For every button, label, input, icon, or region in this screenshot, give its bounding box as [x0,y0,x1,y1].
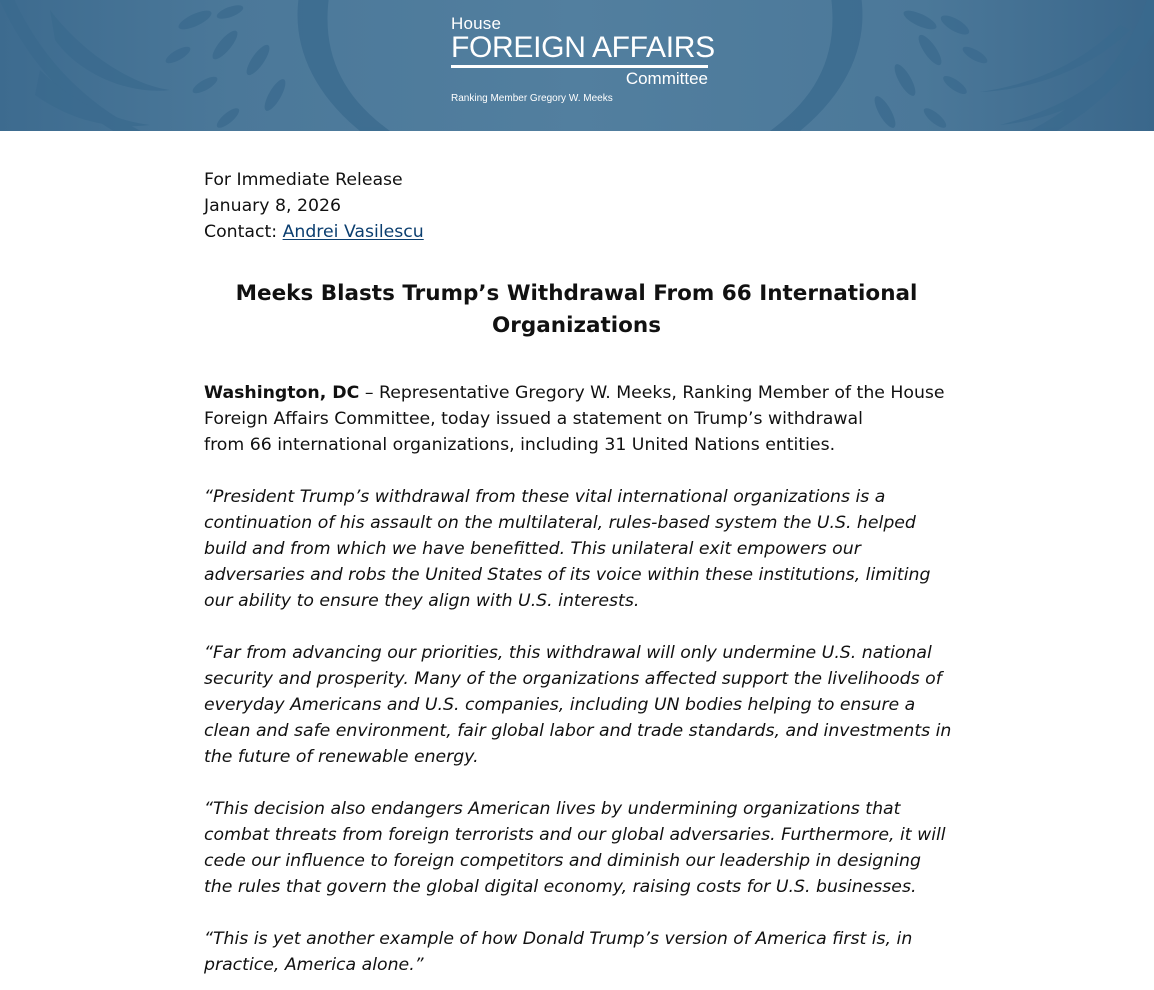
lead-line [204,380,964,406]
headline-line-2: Organizations [492,313,661,338]
release-contact [204,219,964,245]
quote-line: the future of renewable energy. [204,747,479,767]
quote-line: practice, America alone.” [204,955,424,975]
quote-paragraph [204,926,964,978]
wreath-leaf [243,42,273,78]
wreath-leaf [209,27,241,62]
wreath-leaf [176,7,214,33]
release-date: January 8, 2026 [204,196,341,216]
lead-paragraph [204,380,964,458]
logo-ranking-member: Ranking Member Gregory W. Meeks [451,93,613,104]
quote-line: adversaries and robs the United States of its voice within these institutions, limiting [204,565,931,585]
logo-committee-text: Committee [625,69,708,88]
wreath-leaf [261,76,289,113]
page-title [204,278,949,342]
quote-paragraph [204,796,964,900]
wreath-arc-center-right [770,0,863,131]
quote-line: “President Trump’s withdrawal from these vital international organizations is a [204,487,886,507]
dateline: Washington, DC [204,383,360,403]
wreath-leaf [215,3,245,22]
wreath-arc-center-left [298,0,391,131]
quote-line: combat threats from foreign terrorists and our global adversaries. Furthermore, it will [204,825,946,845]
wreath-leaf [163,44,192,67]
wreath-leaf [871,93,899,130]
wreath-leaf [901,7,939,33]
wreath-leaf [214,105,242,131]
quote-line: cede our influence to foreign competitors and diminish our leadership in designing [204,851,921,871]
contact-label: Contact: [204,222,283,242]
quote-line: “Far from advancing our priorities, this withdrawal will only undermine U.S. national [204,643,932,663]
quote-line: “This is yet another example of how Donald Trump’s version of America first is, in [204,929,913,949]
logo-house-text: House [451,14,502,33]
wreath-leaf [915,32,945,68]
headline-line-1: Meeks Blasts Trump’s Withdrawal From 66 International [235,281,918,306]
wreath-leaf [891,61,919,98]
lead-text: – Representative Gregory W. Meeks, Ranking Member of the House [359,383,945,403]
quote-line: security and prosperity. Many of the organizations affected support the livelihoods of [204,669,942,689]
header-banner [0,0,1154,131]
quote-line: continuation of his assault on the multilateral, rules-based system the U.S. helped [204,513,916,533]
wreath-leaf [941,73,970,97]
logo-title: FOREIGN AFFAIRS [451,34,708,68]
quote-line: our ability to ensure they align with U.S. interests. [204,591,640,611]
contact-link[interactable]: Andrei Vasilescu [282,222,424,242]
press-release [204,167,964,978]
wreath-leaf [938,12,972,38]
quote-line: clean and safe environment, fair global labor and trade standards, and investments in [204,721,952,741]
release-label: For Immediate Release [204,170,403,190]
committee-logo[interactable] [451,14,715,105]
quote-paragraph [204,484,964,614]
lead-line: Foreign Affairs Committee, today issued a statement on Trump’s withdrawal [204,409,863,429]
wreath-leaf [190,74,219,97]
wreath-leaf [921,105,949,131]
quote-line: everyday Americans and U.S. companies, including UN bodies helping to ensure a [204,695,916,715]
quote-paragraph [204,640,964,770]
quote-line: build and from which we have benefitted. This unilateral exit empowers our [204,539,861,559]
quote-line: “This decision also endangers American lives by undermining organizations that [204,799,901,819]
wreath-leaf [960,44,989,67]
quote-line: the rules that govern the global digital economy, raising costs for U.S. businesses. [204,877,917,897]
lead-line: from 66 international organizations, including 31 United Nations entities. [204,435,836,455]
